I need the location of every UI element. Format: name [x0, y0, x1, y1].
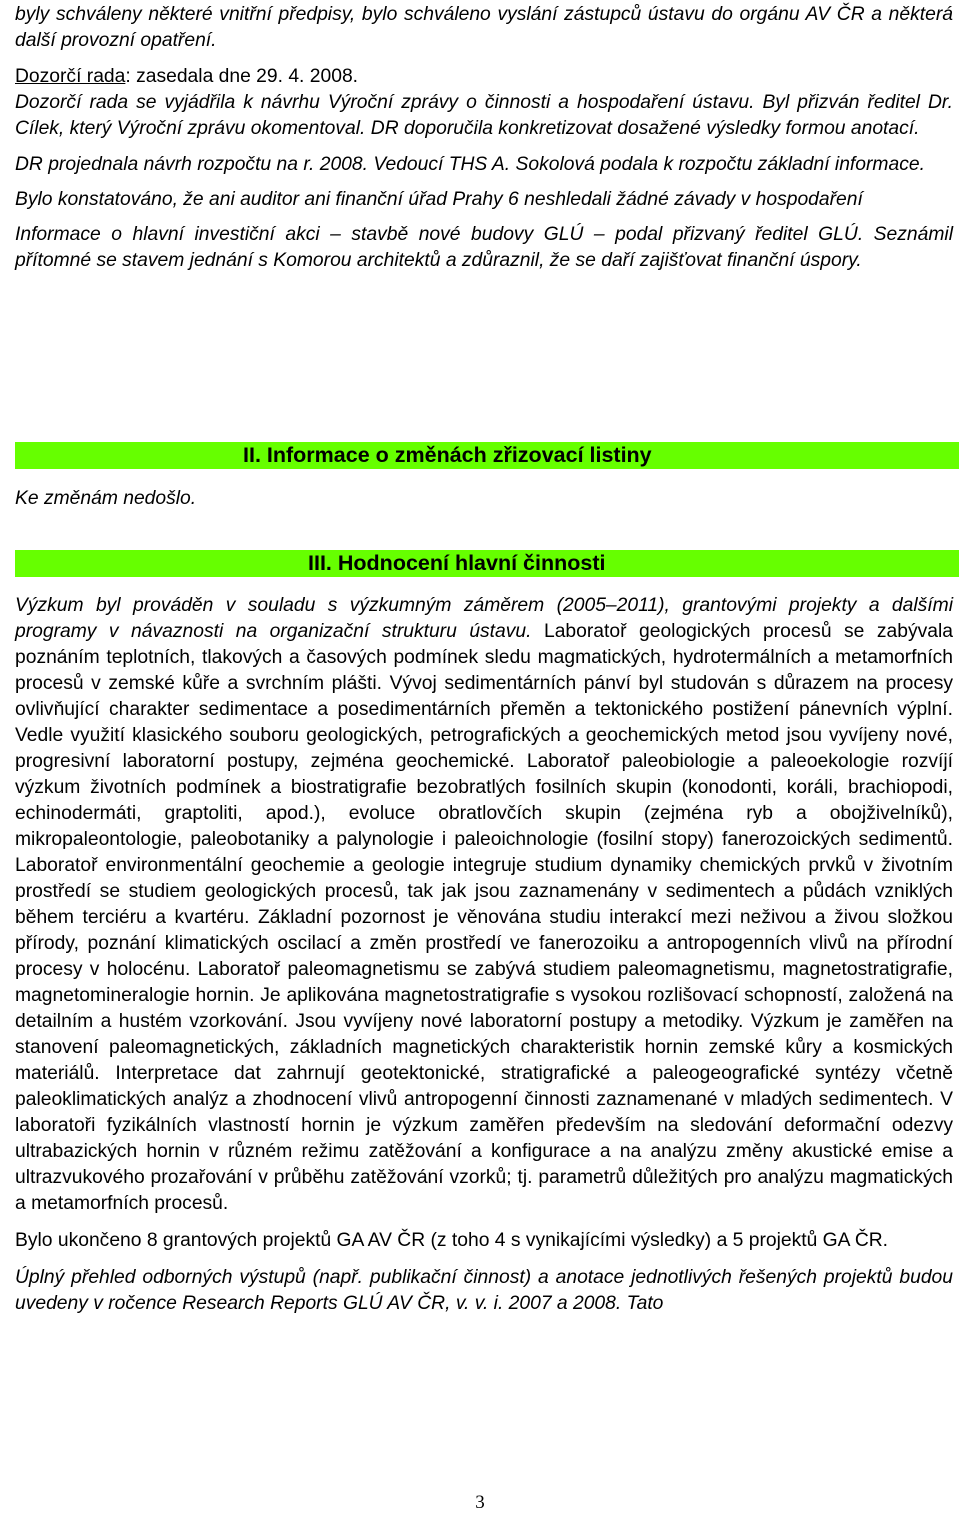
section-3-heading-band: [15, 550, 959, 577]
paragraph-overview: Úplný přehled odborných výstupů (např. publikační činnost) a anotace jednotlivých řešených projektů budou uvedeny v ročence Research Reports GLÚ AV ČR, v. v. i. 2007 a 2008. Tato: [15, 1267, 953, 1314]
paragraph-grants: Bylo ukončeno 8 grantových projektů GA AV ČR (z toho 4 s vynikajícími výsledky) a 5 projektů GA ČR.: [15, 1230, 889, 1251]
section-2-body: Ke změnám nedošlo.: [15, 488, 197, 509]
section-3-body: [15, 593, 953, 1317]
page-number: 3: [475, 1492, 485, 1513]
dozorci-rada-date: : zasedala dne 29. 4. 2008.: [125, 66, 359, 87]
top-block: [15, 0, 953, 274]
dozorci-rada-heading: [15, 64, 953, 90]
paragraph-dr-2: DR projednala návrh rozpočtu na r. 2008. Vedoucí THS A. Sokolová podala k rozpočtu základní informace.: [15, 154, 925, 175]
paragraph-dr-3: Bylo konstatováno, že ani auditor ani finanční úřad Prahy 6 neshledali žádné závady v hospodaření: [15, 189, 863, 210]
section-2-title: II. Informace o změnách zřizovací listiny: [243, 443, 652, 467]
section-2-heading-band: [15, 442, 959, 469]
paragraph-intro: byly schváleny některé vnitřní předpisy, bylo schváleno vyslání zástupců ústavu do orgánu AV ČR a některá další provozní opatření.: [15, 4, 953, 51]
research-labs: Laboratoř geologických procesů se zabývala poznáním teplotních, tlakových a časových podmínek sledu magmatických, hydrotermálních a metamorfních procesů v zemské kůře a svrchním plášti. Vývoj sedimentárních pánví byl studován s důrazem na procesy ovlivňující charakter sedimentace a posedimentárních přeměn a tektonického postižení pánevních výplní. Vedle využití klasického souboru geologických, petrografických a geochemických metod jsou vyvíjeny nové, progresivní laboratorní postupy, zejména geochemické. Laboratoř paleobiologie a paleoekologie rozvíjí výzkum životních podmínek a biostratigrafie bezobratlých fosilních skupin (konodonti, koráli, brachiopodi, echinodermáti, graptoliti, apod.), evoluce obratlovčích skupin (zejména ryb a obojživelníků), mikropaleontologie, paleobotaniky a palynologie i paleoichnologie (fosilní stopy) fanerozoických sedimentů. Laboratoř environmentální geochemie a geologie integruje studium dynamiky chemických prvků v životním prostředí se studiem geologických procesů, tak jak jsou zaznamenány v sedimentech a půdách vzniklých během terciéru a kvartéru. Základní pozornost je věnována studiu interakcí mezi neživou a živou složkou přírody, poznání klimatických oscilací a změn prostředí ve fanerozoiku a antropogenních vlivů na přírodní procesy v holocénu. Laboratoř paleomagnetismu se zabývá studiem paleomagnetismu, magnetostratigrafie, magnetomineralogie hornin. Je aplikována magnetostratigrafie s vysokou rozlišovací schopností, založená na detailním a hustém vzorkování. Jsou vyvíjeny nové laboratorní postupy a metodiky. Výzkum je zaměřen na stanovení paleomagnetických, základních magnetických charakteristik hornin zemské kůry a kosmických materiálů. Interpretace dat zahrnují geotektonické, stratigrafické a paleogeografické syntézy včetně paleoklimatických analýz a zhodnocení vlivů antropogenní činnosti zaznamenané v mladých sedimentech. V laboratoři fyzikálních vlastností hornin je výzkum zaměřen především na sledování deformační odezvy ultrabazických hornin v různém režimu zatěžování a konfigurace a na analýzu změny akustické emise a ultrazvukového prozařování v průběhu zatěžování vzorků; tj. parametrů důležitých pro analýzu magmatických a metamorfních procesů.: [15, 621, 953, 1214]
paragraph-research: [15, 593, 953, 1217]
research-intro: Výzkum byl prováděn v souladu s výzkumným záměrem (2005–2011), grantovými projekty a dalšími programy v návaznosti na organizační strukturu ústavu.: [15, 595, 953, 642]
paragraph-dr-1: Dozorčí rada se vyjádřila k návrhu Výroční zprávy o činnosti a hospodaření ústavu. Byl přizván ředitel Dr. Cílek, který Výroční zprávu okomentoval. DR doporučila konkretizovat dosažené výsledky formou anotací.: [15, 92, 953, 139]
paragraph-dr-4: Informace o hlavní investiční akci – stavbě nové budovy GLÚ – podal přizvaný ředitel GLÚ. Seznámil přítomné se stavem jednání s Komorou architektů a zdůraznil, že se daří zajišťovat finanční úspory.: [15, 224, 953, 271]
section-3-title: III. Hodnocení hlavní činnosti: [308, 551, 606, 575]
dozorci-rada-label: Dozorčí rada: [15, 66, 126, 87]
